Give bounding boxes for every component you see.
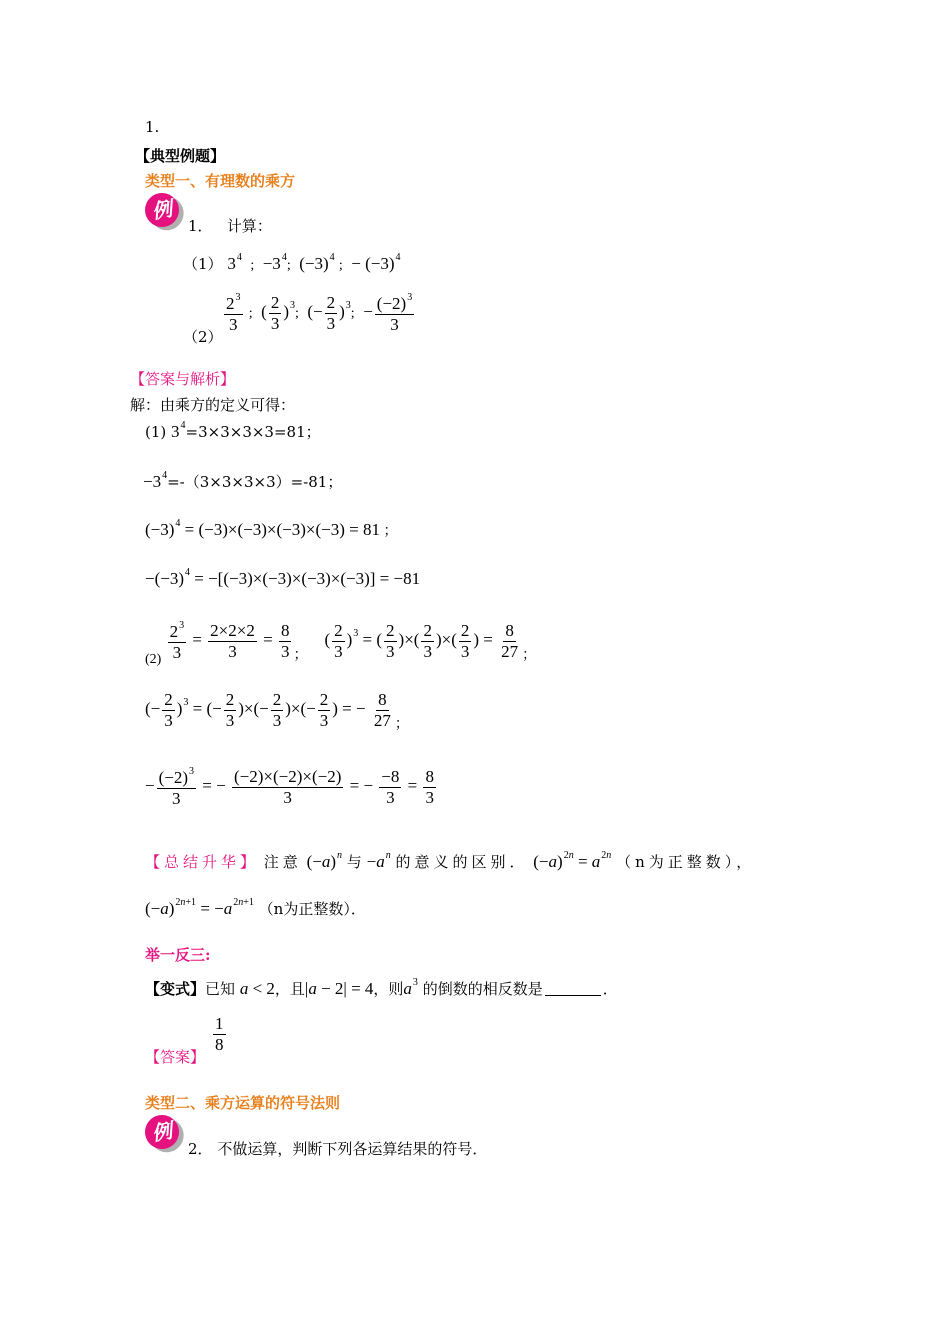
variant-answer-value: $\frac{1}{8}$ [215,1014,224,1054]
sol-line6: (− $\frac{2}{3}$ )$^3$ = (− $\frac{2}{3}$ )×(− $\frac{2}{3}$ )×(− $\frac{2}{3}$ ) = − $\frac{8}{27}$ $_;$ [145,690,409,732]
sol-line2-text: =-（3×3×3×3）=-81； [167,473,343,491]
sol-line5: $_{(2)}$ $\frac{2^3}{3}$ = $\frac{2\times 2\times 2}{3}$ = $\frac{8}{3}$ $_;$ ( $\frac{2}{3}$ )$^3$ = ( $\frac{2}{3}$ )×( $\frac{2}{3}$ )×( $\frac{2}{3}$ ) = $\frac{8}{27}$ $_;$ [145,620,537,667]
summary-yu: 与 [346,853,362,871]
type1-title: 类型一、有理数的乘方 [145,172,296,190]
q1-label: 计算： [226,217,272,235]
variant-label: 【变式】 [145,980,206,998]
q1-part1 [183,252,401,274]
type2-title: 类型二、乘方运算的符号法则 [145,1094,341,1112]
solution-intro: 解：由乘方的定义可得： [130,396,296,414]
q1-number: 1． [188,217,213,235]
summary-line1: 【总结升华】 注意 $(-a)^n$ 与 $-a^n$ 的意义的区别． $(-a)^{2n} = a^{2n}$ （n为正整数）， [145,850,756,871]
section-header: 【典型例题】 [135,147,226,165]
summary-cond1: （n为正整数）， [616,853,756,871]
summary-text2: 的意义的区别． [395,853,529,871]
variant-text4: 的倒数的相反数是 [422,980,543,998]
q1-part2-label: （2） [183,328,223,346]
sol-line7: − $\frac{(-2)^3}{3}$ = − $\frac{(-2)\times(-2)\times(-2)}{3}$ = − $\frac{-8}{3}$ = $\frac{8}{3}$ [145,766,434,808]
summary-label: 【总结升华】 [145,853,260,871]
example-badge-icon-2: 例 [142,1112,181,1151]
answer-header: 【答案与解析】 [130,370,236,388]
summary-line2: $(-a)^{2n+1} = -a^{2n+1}$ （n为正整数）． [145,897,366,918]
q1-part1-expr: $3^4$ ; $-3^4$; $(-3)^4$ ; − $(-3)^4$ [227,252,401,273]
answer-blank [545,981,601,996]
sol-line2: $-3^4=-(3\times 3\times 3\times 3)=-81$； [143,470,343,491]
answer-label: 【答案】 [145,1048,206,1066]
q1-part1-label: （1） [183,255,223,273]
variant-end: ． [602,980,618,998]
summary-text1: 注意 [263,853,302,871]
variant-text1: 已知 [205,980,236,998]
practice-title: 举一反三: [145,946,211,964]
q2-line [188,1138,487,1159]
example-badge-icon: 例 [142,190,181,229]
q2-number: 2． [188,1140,213,1158]
q1-line [188,215,272,236]
variant-text3: ，则 [373,980,404,998]
variant-line: 【变式】已知 a < 2，且|a − 2| = 4，则$a^3$ 的倒数的相反数是 ． [145,977,618,998]
sol-line4: $-(-3)^4 = -[(-3)\times(-3)\times(-3)\times(-3)] = -81$ [145,567,421,588]
page-number: 1. [145,118,160,136]
q1-part2-expr: $\frac{2^3}{3}$ ; ( $\frac{2}{3}$ )$^3$; (− $\frac{2}{3}$ )$^3$; − $\frac{(-2)^3}{3}$ [226,292,413,334]
sol-line1: (1) $3^4=3\times 3\times 3\times 3=81$； [145,420,321,441]
sol-line1-text: =3×3×3×3=81； [185,423,321,441]
q2-text: 不做运算，判断下列各运算结果的符号． [217,1140,488,1158]
summary-cond2: （n为正整数）． [258,900,366,918]
sol-line3: $(-3)^4 = (-3)\times(-3)\times(-3)\times(-3) = 81$ ； [145,518,398,539]
variant-text2: ，且 [274,980,305,998]
